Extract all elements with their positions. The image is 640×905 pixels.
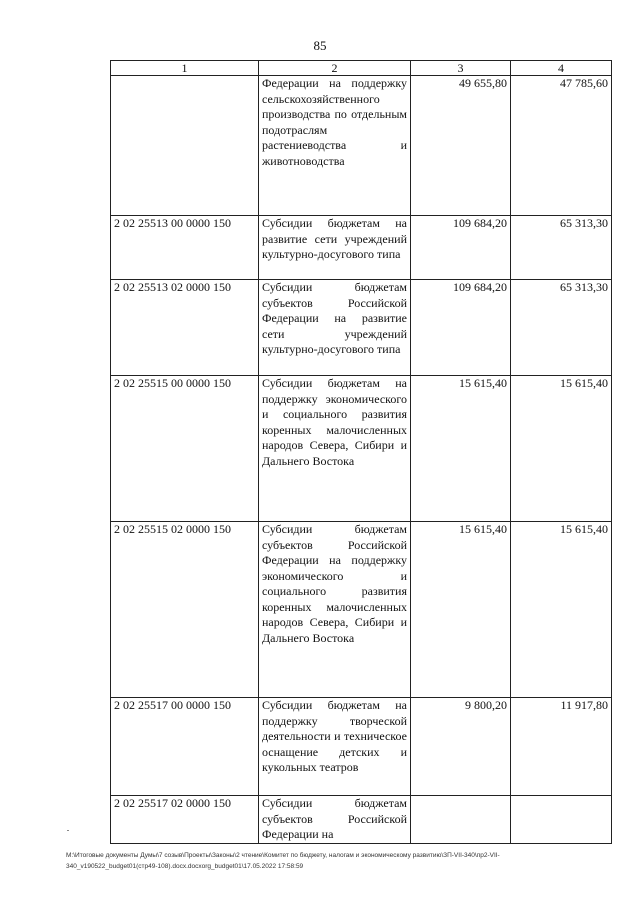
row-code: 2 02 25513 02 0000 150 (111, 280, 259, 376)
row-value-col4: 15 615,40 (511, 376, 612, 522)
page-number: 85 (313, 38, 327, 53)
row-value-col3: 109 684,20 (411, 280, 511, 376)
table-row (111, 76, 612, 216)
row-value-col3 (411, 796, 511, 844)
row-value-col4: 65 313,30 (511, 280, 612, 376)
row-value-col3: 9 800,20 (411, 698, 511, 796)
row-value-col4: 11 917,80 (511, 698, 612, 796)
row-name: Субсидии бюджетам на поддержку экономического и социального развития коренных малочисленных народов Севера, Сибири и Дальнего Востока (259, 376, 411, 522)
footer-line-2: 340_v190522_budget01(стр49-108).docx.docxorg_budget01\17.05.2022 17:58:59 (66, 863, 304, 870)
budget-table (110, 60, 612, 844)
row-code: 2 02 25513 00 0000 150 (111, 216, 259, 280)
row-value-col3: 109 684,20 (411, 216, 511, 280)
column-header-1: 1 (111, 61, 259, 76)
row-value-col4 (511, 796, 612, 844)
row-code: 2 02 25515 02 0000 150 (111, 522, 259, 698)
row-name: Субсидии бюджетам на развитие сети учреждений культурно-досугового типа (259, 216, 411, 280)
row-value-col4: 47 785,60 (511, 76, 612, 216)
row-name: Федерации на поддержку сельскохозяйственного производства по отдельным подотраслям растениеводства и животноводства (259, 76, 411, 216)
row-code: 2 02 25517 00 0000 150 (111, 698, 259, 796)
row-code: 2 02 25515 00 0000 150 (111, 376, 259, 522)
row-name: Субсидии бюджетам субъектов Российской Федерации на поддержку экономического и социального развития коренных малочисленных народов Севера, Сибири и Дальнего Востока (259, 522, 411, 698)
row-value-col4: 65 313,30 (511, 216, 612, 280)
table-row (111, 522, 612, 698)
row-name: Субсидии бюджетам субъектов Российской Федерации на (259, 796, 411, 844)
table-row (111, 216, 612, 280)
file-path-footer (66, 850, 618, 872)
column-header-4: 4 (511, 61, 612, 76)
row-value-col3: 15 615,40 (411, 522, 511, 698)
table-header-row (111, 61, 612, 76)
table-row (111, 280, 612, 376)
footer-line-1: M:\Итоговые документы Думы\7 созыв\Проекты\Законы\2 чтение\Комитет по бюджету, налогам и экономическому развитию\ЗП-VII-340\пр2-VII- (66, 852, 500, 859)
row-code: 2 02 25517 02 0000 150 (111, 796, 259, 844)
table-row (111, 698, 612, 796)
row-value-col4: 15 615,40 (511, 522, 612, 698)
scan-mark (67, 830, 69, 831)
column-header-2: 2 (259, 61, 411, 76)
row-name: Субсидии бюджетам субъектов Российской Федерации на развитие сети учреждений культурно-досугового типа (259, 280, 411, 376)
table-row (111, 796, 612, 844)
table-row (111, 376, 612, 522)
row-value-col3: 49 655,80 (411, 76, 511, 216)
row-value-col3: 15 615,40 (411, 376, 511, 522)
row-name: Субсидии бюджетам на поддержку творческой деятельности и техническое оснащение детских и кукольных театров (259, 698, 411, 796)
row-code (111, 76, 259, 216)
column-header-3: 3 (411, 61, 511, 76)
